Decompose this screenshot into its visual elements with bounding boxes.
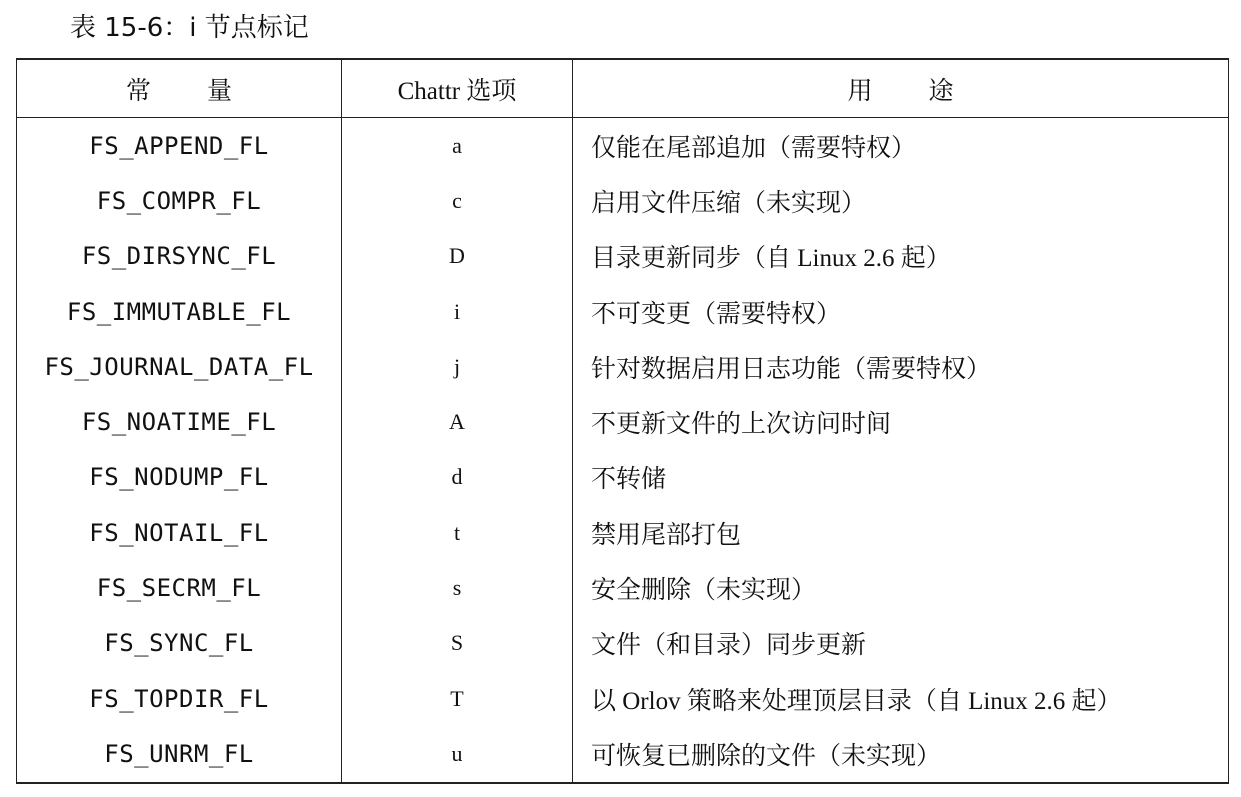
constant-cell: FS_DIRSYNC_FL <box>17 229 342 284</box>
chattr-option-cell: j <box>342 339 573 394</box>
chattr-option-cell: u <box>342 726 573 782</box>
usage-cell: 以 Orlov 策略来处理顶层目录（自 Linux 2.6 起） <box>573 671 1229 726</box>
table-row <box>17 616 1229 671</box>
chattr-option-cell: t <box>342 505 573 560</box>
constant-cell: FS_NOTAIL_FL <box>17 505 342 560</box>
usage-cell: 可恢复已删除的文件（未实现） <box>573 726 1229 782</box>
usage-cell: 目录更新同步（自 Linux 2.6 起） <box>573 229 1229 284</box>
header-constant: 常 量 <box>17 59 342 118</box>
table-row <box>17 284 1229 339</box>
usage-cell: 文件（和目录）同步更新 <box>573 616 1229 671</box>
usage-cell: 启用文件压缩（未实现） <box>573 173 1229 228</box>
table-row <box>17 173 1229 228</box>
constant-cell: FS_TOPDIR_FL <box>17 671 342 726</box>
table-row <box>17 229 1229 284</box>
constant-cell: FS_SYNC_FL <box>17 616 342 671</box>
chattr-option-cell: c <box>342 173 573 228</box>
table-row <box>17 394 1229 449</box>
chattr-option-cell: d <box>342 450 573 505</box>
constant-cell: FS_NODUMP_FL <box>17 450 342 505</box>
constant-cell: FS_SECRM_FL <box>17 560 342 615</box>
chattr-option-cell: s <box>342 560 573 615</box>
usage-cell: 安全删除（未实现） <box>573 560 1229 615</box>
usage-cell: 不转储 <box>573 450 1229 505</box>
constant-cell: FS_NOATIME_FL <box>17 394 342 449</box>
inode-flags-table <box>16 58 1229 784</box>
chattr-option-cell: a <box>342 118 573 174</box>
table-row <box>17 560 1229 615</box>
table-caption: 表 15-6：i 节点标记 <box>70 13 309 43</box>
table-row <box>17 450 1229 505</box>
usage-cell: 不可变更（需要特权） <box>573 284 1229 339</box>
constant-cell: FS_IMMUTABLE_FL <box>17 284 342 339</box>
table-header-row <box>17 59 1229 118</box>
chattr-option-cell: A <box>342 394 573 449</box>
table-row <box>17 671 1229 726</box>
chattr-option-cell: T <box>342 671 573 726</box>
constant-cell: FS_COMPR_FL <box>17 173 342 228</box>
table-row <box>17 505 1229 560</box>
table-row <box>17 339 1229 394</box>
chattr-option-cell: i <box>342 284 573 339</box>
chattr-option-cell: D <box>342 229 573 284</box>
header-chattr-option: Chattr 选项 <box>342 59 573 118</box>
usage-cell: 不更新文件的上次访问时间 <box>573 394 1229 449</box>
table-row <box>17 726 1229 782</box>
constant-cell: FS_JOURNAL_DATA_FL <box>17 339 342 394</box>
usage-cell: 禁用尾部打包 <box>573 505 1229 560</box>
constant-cell: FS_UNRM_FL <box>17 726 342 782</box>
constant-cell: FS_APPEND_FL <box>17 118 342 174</box>
header-usage: 用 途 <box>573 59 1229 118</box>
chattr-option-cell: S <box>342 616 573 671</box>
usage-cell: 仅能在尾部追加（需要特权） <box>573 118 1229 174</box>
usage-cell: 针对数据启用日志功能（需要特权） <box>573 339 1229 394</box>
table-row <box>17 118 1229 174</box>
